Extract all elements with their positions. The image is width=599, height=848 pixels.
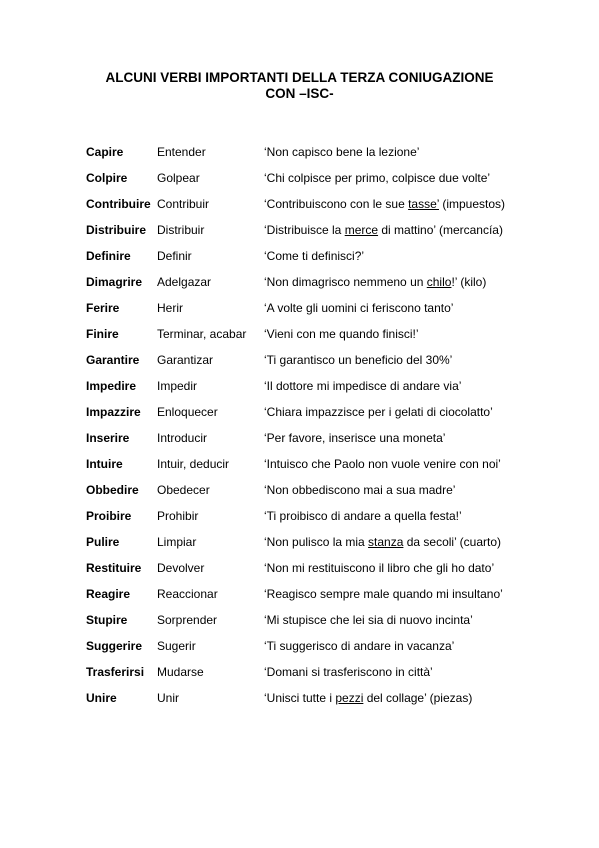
verb-infinitive: Suggerire xyxy=(86,639,143,653)
example-underlined-word: pezzi xyxy=(335,691,364,705)
example-text: ‘Ti garantisco un beneficio del 30%’ xyxy=(264,353,453,367)
verb-infinitive: Proibire xyxy=(86,509,132,523)
verb-infinitive: Restituire xyxy=(86,561,142,575)
verb-translation: Intuir, deducir xyxy=(157,457,230,471)
example-text: !’ (kilo) xyxy=(451,275,487,289)
verb-infinitive: Obbedire xyxy=(86,483,139,497)
example-text: ‘Non dimagrisco nemmeno un xyxy=(264,275,427,289)
example-text: ‘Non mi restituiscono il libro che gli ho dato’ xyxy=(264,561,495,575)
example-underlined-word: stanza xyxy=(368,535,404,549)
verb-row xyxy=(86,144,566,170)
verb-example xyxy=(264,508,462,524)
verb-infinitive: Distribuire xyxy=(86,223,147,237)
verb-translation: Devolver xyxy=(157,561,205,575)
verb-translation: Unir xyxy=(157,691,180,705)
verb-infinitive: Intuire xyxy=(86,457,123,471)
verb-infinitive: Ferire xyxy=(86,301,120,315)
example-text: ‘Ti suggerisco di andare in vacanza’ xyxy=(264,639,455,653)
verb-row xyxy=(86,326,566,352)
verb-row xyxy=(86,352,566,378)
example-text: ‘Vieni con me quando finisci!’ xyxy=(264,327,419,341)
example-text: ‘Domani si trasferiscono in città’ xyxy=(264,665,433,679)
verb-row xyxy=(86,508,566,534)
verb-translation: Impedir xyxy=(157,379,198,393)
verb-infinitive: Trasferirsi xyxy=(86,665,145,679)
verb-translation: Prohibir xyxy=(157,509,199,523)
example-text: ‘Chi colpisce per primo, colpisce due volte’ xyxy=(264,171,491,185)
verb-row xyxy=(86,378,566,404)
verb-row xyxy=(86,196,566,222)
verb-row xyxy=(86,430,566,456)
verb-row xyxy=(86,274,566,300)
verb-infinitive: Impedire xyxy=(86,379,137,393)
example-text: ‘Ti proibisco di andare a quella festa!’ xyxy=(264,509,462,523)
verb-infinitive: Stupire xyxy=(86,613,128,627)
verb-row xyxy=(86,638,566,664)
example-text: ‘Chiara impazzisce per i gelati di ciocolatto’ xyxy=(264,405,493,419)
verb-example xyxy=(264,664,433,680)
example-text: di mattino’ (mercancía) xyxy=(378,223,503,237)
verb-example xyxy=(264,690,472,706)
verb-row xyxy=(86,404,566,430)
example-underlined-word: tasse’ xyxy=(408,197,439,211)
example-underlined-word: chilo xyxy=(426,275,452,289)
verb-example xyxy=(264,430,445,446)
verb-infinitive: Finire xyxy=(86,327,119,341)
title-line-2: CON –ISC- xyxy=(265,86,334,101)
example-text: ‘Intuisco che Paolo non vuole venire con noi’ xyxy=(264,457,501,471)
verb-example xyxy=(264,300,453,316)
verb-translation: Contribuir xyxy=(157,197,210,211)
verb-example xyxy=(264,222,503,238)
example-text: ‘Unisci tutte i xyxy=(264,691,336,705)
example-text: ‘Contribuiscono con le sue xyxy=(264,197,409,211)
example-text: ‘Distribuisce la xyxy=(264,223,345,237)
example-text: del collage’ (piezas) xyxy=(363,691,473,705)
document-title xyxy=(0,70,599,102)
example-underlined-word: merce xyxy=(344,223,379,237)
verb-example xyxy=(264,638,454,654)
example-text: ‘Mi stupisce che lei sia di nuovo incinta’ xyxy=(264,613,473,627)
verb-example xyxy=(264,196,505,212)
verb-example xyxy=(264,482,455,498)
verb-example xyxy=(264,170,490,186)
verb-example xyxy=(264,534,501,550)
verb-translation: Sorprender xyxy=(157,613,218,627)
verb-infinitive: Colpire xyxy=(86,171,128,185)
verb-row xyxy=(86,170,566,196)
verb-infinitive: Capire xyxy=(86,145,124,159)
verb-translation: Introducir xyxy=(157,431,208,445)
verb-example xyxy=(264,560,494,576)
verb-infinitive: Garantire xyxy=(86,353,140,367)
verb-infinitive: Dimagrire xyxy=(86,275,143,289)
verb-example xyxy=(264,378,461,394)
verb-example xyxy=(264,586,503,602)
verb-translation: Distribuir xyxy=(157,223,205,237)
verb-row xyxy=(86,456,566,482)
verb-list xyxy=(86,144,566,716)
verb-row xyxy=(86,612,566,638)
verb-translation: Definir xyxy=(157,249,192,263)
verb-translation: Adelgazar xyxy=(157,275,212,289)
verb-infinitive: Unire xyxy=(86,691,117,705)
verb-infinitive: Definire xyxy=(86,249,131,263)
verb-example xyxy=(264,612,473,628)
verb-row xyxy=(86,690,566,716)
verb-row xyxy=(86,586,566,612)
verb-example xyxy=(264,274,486,290)
verb-infinitive: Contribuire xyxy=(86,197,151,211)
verb-translation: Terminar, acabar xyxy=(157,327,247,341)
verb-row xyxy=(86,222,566,248)
title-line-1: ALCUNI VERBI IMPORTANTI DELLA TERZA CONIUGAZIONE xyxy=(105,70,494,85)
verb-row xyxy=(86,534,566,560)
verb-infinitive: Pulire xyxy=(86,535,120,549)
example-text: ‘Il dottore mi impedisce di andare via’ xyxy=(264,379,462,393)
verb-translation: Reaccionar xyxy=(157,587,218,601)
verb-example xyxy=(264,144,419,160)
verb-row xyxy=(86,300,566,326)
verb-example xyxy=(264,352,452,368)
example-text: ‘A volte gli uomini ci feriscono tanto’ xyxy=(264,301,454,315)
verb-translation: Sugerir xyxy=(157,639,196,653)
verb-infinitive: Inserire xyxy=(86,431,130,445)
verb-example xyxy=(264,326,419,342)
example-text: ‘Reagisco sempre male quando mi insultano’ xyxy=(264,587,503,601)
example-text: ‘Non obbediscono mai a sua madre’ xyxy=(264,483,456,497)
verb-infinitive: Reagire xyxy=(86,587,131,601)
verb-translation: Limpiar xyxy=(157,535,197,549)
verb-example xyxy=(264,248,364,264)
example-text: (impuestos) xyxy=(439,197,506,211)
example-text: da secoli’ (cuarto) xyxy=(403,535,501,549)
example-text: ‘Per favore, inserisce una moneta’ xyxy=(264,431,446,445)
verb-translation: Golpear xyxy=(157,171,200,185)
verb-translation: Entender xyxy=(157,145,206,159)
verb-example xyxy=(264,404,493,420)
verb-row xyxy=(86,482,566,508)
verb-infinitive: Impazzire xyxy=(86,405,141,419)
example-text: ‘Come ti definisci?’ xyxy=(264,249,365,263)
verb-translation: Garantizar xyxy=(157,353,214,367)
verb-row xyxy=(86,248,566,274)
example-text: ‘Non pulisco la mia xyxy=(264,535,369,549)
verb-example xyxy=(264,456,501,472)
verb-row xyxy=(86,664,566,690)
verb-translation: Herir xyxy=(157,301,183,315)
verb-translation: Enloquecer xyxy=(157,405,218,419)
verb-translation: Obedecer xyxy=(157,483,210,497)
verb-translation: Mudarse xyxy=(157,665,204,679)
verb-row xyxy=(86,560,566,586)
example-text: ‘Non capisco bene la lezione’ xyxy=(264,145,420,159)
